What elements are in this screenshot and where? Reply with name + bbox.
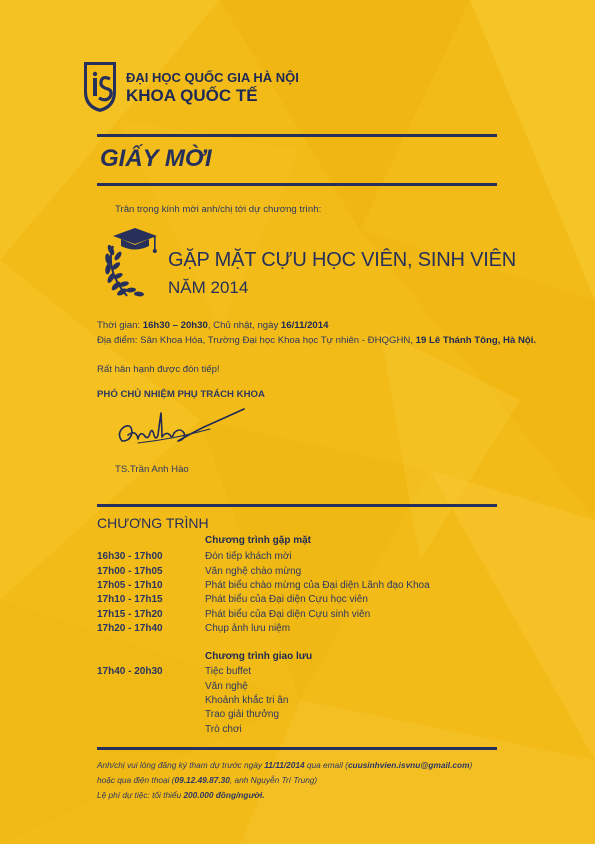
signature-image [114, 405, 248, 451]
time-value: 16h30 – 20h30 [142, 320, 208, 331]
university-name: ĐẠI HỌC QUỐC GIA HÀ NỘI [126, 70, 299, 85]
schedule-time: 17h00 - 17h05 [97, 566, 163, 577]
schedule-activity: Khoảnh khắc tri ân [205, 695, 289, 706]
schedule-activity: Phát biểu của Đại diện Cựu sinh viên [205, 609, 371, 620]
time-label: Thời gian: [97, 320, 143, 331]
registration-note: Anh/chị vui lòng đăng ký tham dự trước ngày 11/11/2014 qua email (cuusinhvien.isvnu@gmail.com) [97, 760, 473, 770]
title-rule-bottom [97, 183, 497, 186]
invitation-intro: Trân trọng kính mời anh/chị tới dự chương trình: [115, 204, 322, 215]
contact-phone: 09.12.49.87.30 [174, 775, 230, 785]
schedule-activity: Trò chơi [205, 724, 242, 735]
registration-email[interactable]: cuusinhvien.isvnu@gmail.com [347, 760, 470, 770]
schedule-activity: Văn nghệ [205, 681, 248, 692]
schedule-activity: Chụp ảnh lưu niệm [205, 623, 291, 634]
program-rule-top [97, 504, 497, 507]
schedule-activity: Đón tiếp khách mời [205, 551, 292, 562]
event-venue [97, 335, 536, 346]
time-day: , Chủ nhật, ngày [207, 320, 281, 331]
event-title: GẶP MẶT CỰU HỌC VIÊN, SINH VIÊN [168, 249, 516, 271]
schedule-activity: Trao giải thưởng [205, 709, 280, 720]
schedule-time: 17h05 - 17h10 [97, 580, 163, 591]
schedule-activity: Văn nghệ chào mừng [205, 566, 302, 577]
program-title: CHƯƠNG TRÌNH [97, 515, 209, 531]
part2-heading: Chương trình giao lưu [205, 651, 313, 662]
faculty-name: KHOA QUỐC TẾ [126, 86, 258, 105]
schedule-time: 16h30 - 17h00 [97, 551, 163, 562]
fee-note: Lệ phí dự tiệc: tối thiểu 200.000 đồng/người. [97, 790, 265, 800]
footer-rule [97, 747, 497, 750]
laurel-graduation-cap-icon [105, 226, 163, 302]
event-year: NĂM 2014 [168, 278, 249, 297]
schedule-time: 17h40 - 20h30 [97, 666, 163, 677]
schedule-time: 17h10 - 17h15 [97, 594, 163, 605]
fee-amount: 200.000 đồng/người. [183, 790, 265, 800]
invitation-title: GIẤY MỜI [100, 145, 212, 172]
signer-title: PHÓ CHỦ NHIỆM PHỤ TRÁCH KHOA [97, 389, 265, 400]
registration-deadline: 11/11/2014 [264, 760, 305, 770]
event-time [97, 320, 328, 331]
faculty-logo-icon [82, 60, 118, 114]
phone-note: hoặc qua điện thoại (09.12.49.87.30, anh Nguyễn Trí Trung) [97, 775, 318, 785]
venue-label: Địa điểm: Sân Khoa Hóa, Trường Đại học Khoa học Tự nhiên - ĐHQGHN, [97, 335, 416, 346]
schedule-activity: Phát biểu chào mừng của Đại diện Lãnh đạo Khoa [205, 580, 430, 591]
title-rule-top [97, 134, 497, 137]
schedule-activity: Tiệc buffet [205, 666, 252, 677]
signer-name: TS.Trần Anh Hào [115, 464, 189, 475]
welcome-text: Rất hân hạnh được đón tiếp! [97, 364, 220, 375]
event-date: 16/11/2014 [280, 320, 329, 331]
schedule-time: 17h20 - 17h40 [97, 623, 163, 634]
schedule-activity: Phát biểu của Đại diện Cựu học viên [205, 594, 368, 605]
part1-heading: Chương trình gặp mặt [205, 535, 312, 546]
schedule-time: 17h15 - 17h20 [97, 609, 163, 620]
venue-address: 19 Lê Thánh Tông, Hà Nội. [415, 335, 537, 346]
